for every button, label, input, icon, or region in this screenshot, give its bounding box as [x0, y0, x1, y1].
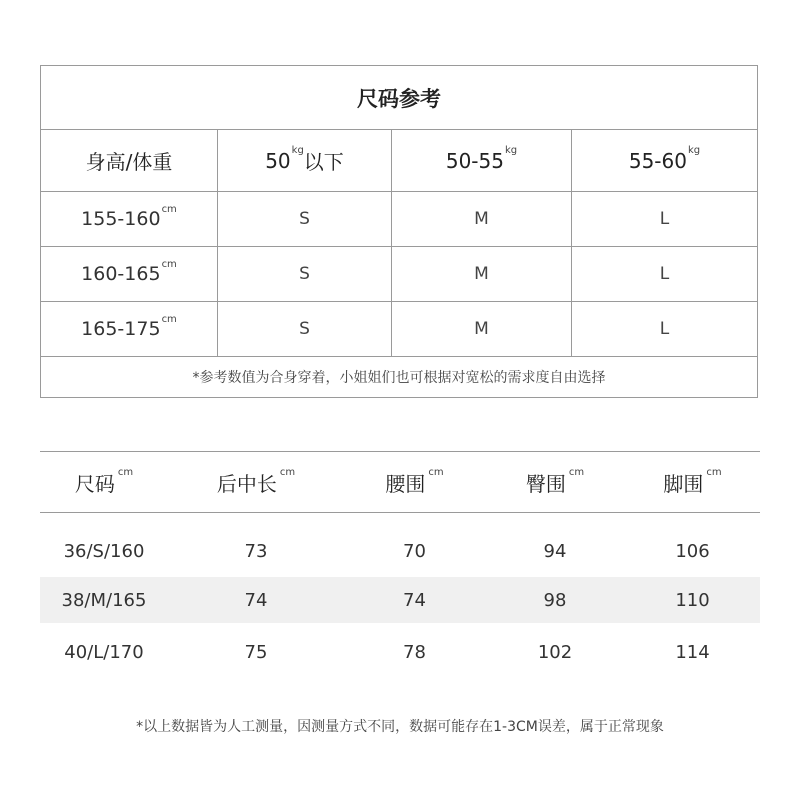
table-row — [40, 627, 760, 677]
table-cell: 94 — [543, 540, 567, 562]
height-weight-header: 身高/体重 — [41, 130, 218, 191]
size-reference-header-row — [41, 130, 757, 192]
size-reference-note: *参考数值为合身穿着，小姐姐们也可根据对宽松的需求度自由选择 — [192, 370, 606, 386]
table-cell: 38/M/165 — [61, 589, 147, 611]
table-cell: 106 — [675, 540, 710, 562]
size-reference-table — [40, 65, 758, 398]
column-header-hip: 臀围 cm — [525, 466, 585, 496]
height-range-cell: 165-175 cm — [41, 302, 218, 356]
table-cell: 98 — [543, 589, 567, 611]
column-header-hem: 脚围 cm — [663, 466, 722, 496]
size-cell: L — [659, 264, 670, 284]
height-range-cell: 160-165 cm — [41, 247, 218, 301]
height-range-cell: 155-160 cm — [41, 192, 218, 246]
table-cell: 74 — [403, 589, 426, 611]
table-cell: 70 — [403, 540, 426, 562]
divider — [40, 512, 760, 513]
column-header-waist: 腰围 cm — [385, 466, 444, 496]
table-cell: 114 — [675, 641, 710, 663]
table-cell: 75 — [244, 641, 268, 663]
table-row — [41, 302, 757, 357]
table-row — [41, 247, 757, 302]
size-reference-title: 尺码参考 — [41, 66, 757, 130]
table-cell: 74 — [244, 589, 268, 611]
table-row — [40, 526, 760, 576]
table-row — [41, 192, 757, 247]
column-header-back-length: 后中长 cm — [216, 466, 296, 496]
size-cell: L — [659, 209, 670, 229]
weight-column-header: 55-60 kg — [628, 145, 701, 173]
weight-unit: kg — [504, 145, 518, 156]
weight-unit: kg — [291, 145, 304, 156]
table-row — [40, 577, 760, 623]
table-cell: 73 — [244, 540, 268, 562]
size-cell: L — [659, 319, 670, 339]
weight-column-header: 50-55 kg — [392, 130, 572, 191]
column-header-size: 尺码 cm — [74, 466, 134, 496]
table-cell: 110 — [675, 589, 710, 611]
size-cell: M — [392, 247, 572, 301]
weight-column-header: 50 kg 以下 — [218, 130, 392, 191]
measurements-header-row — [40, 452, 760, 512]
size-cell: M — [392, 302, 572, 356]
measurements-note: *以上数据皆为人工测量，因测量方式不同，数据可能存在1-3CM误差，属于正常现象 — [136, 719, 664, 735]
size-cell: S — [218, 192, 392, 246]
size-cell: M — [392, 192, 572, 246]
weight-unit: kg — [687, 145, 701, 156]
table-cell: 36/S/160 — [63, 540, 145, 562]
table-cell: 102 — [537, 641, 573, 663]
size-cell: S — [218, 247, 392, 301]
size-cell: S — [218, 302, 392, 356]
table-cell: 78 — [403, 641, 426, 663]
table-cell: 40/L/170 — [64, 641, 144, 663]
